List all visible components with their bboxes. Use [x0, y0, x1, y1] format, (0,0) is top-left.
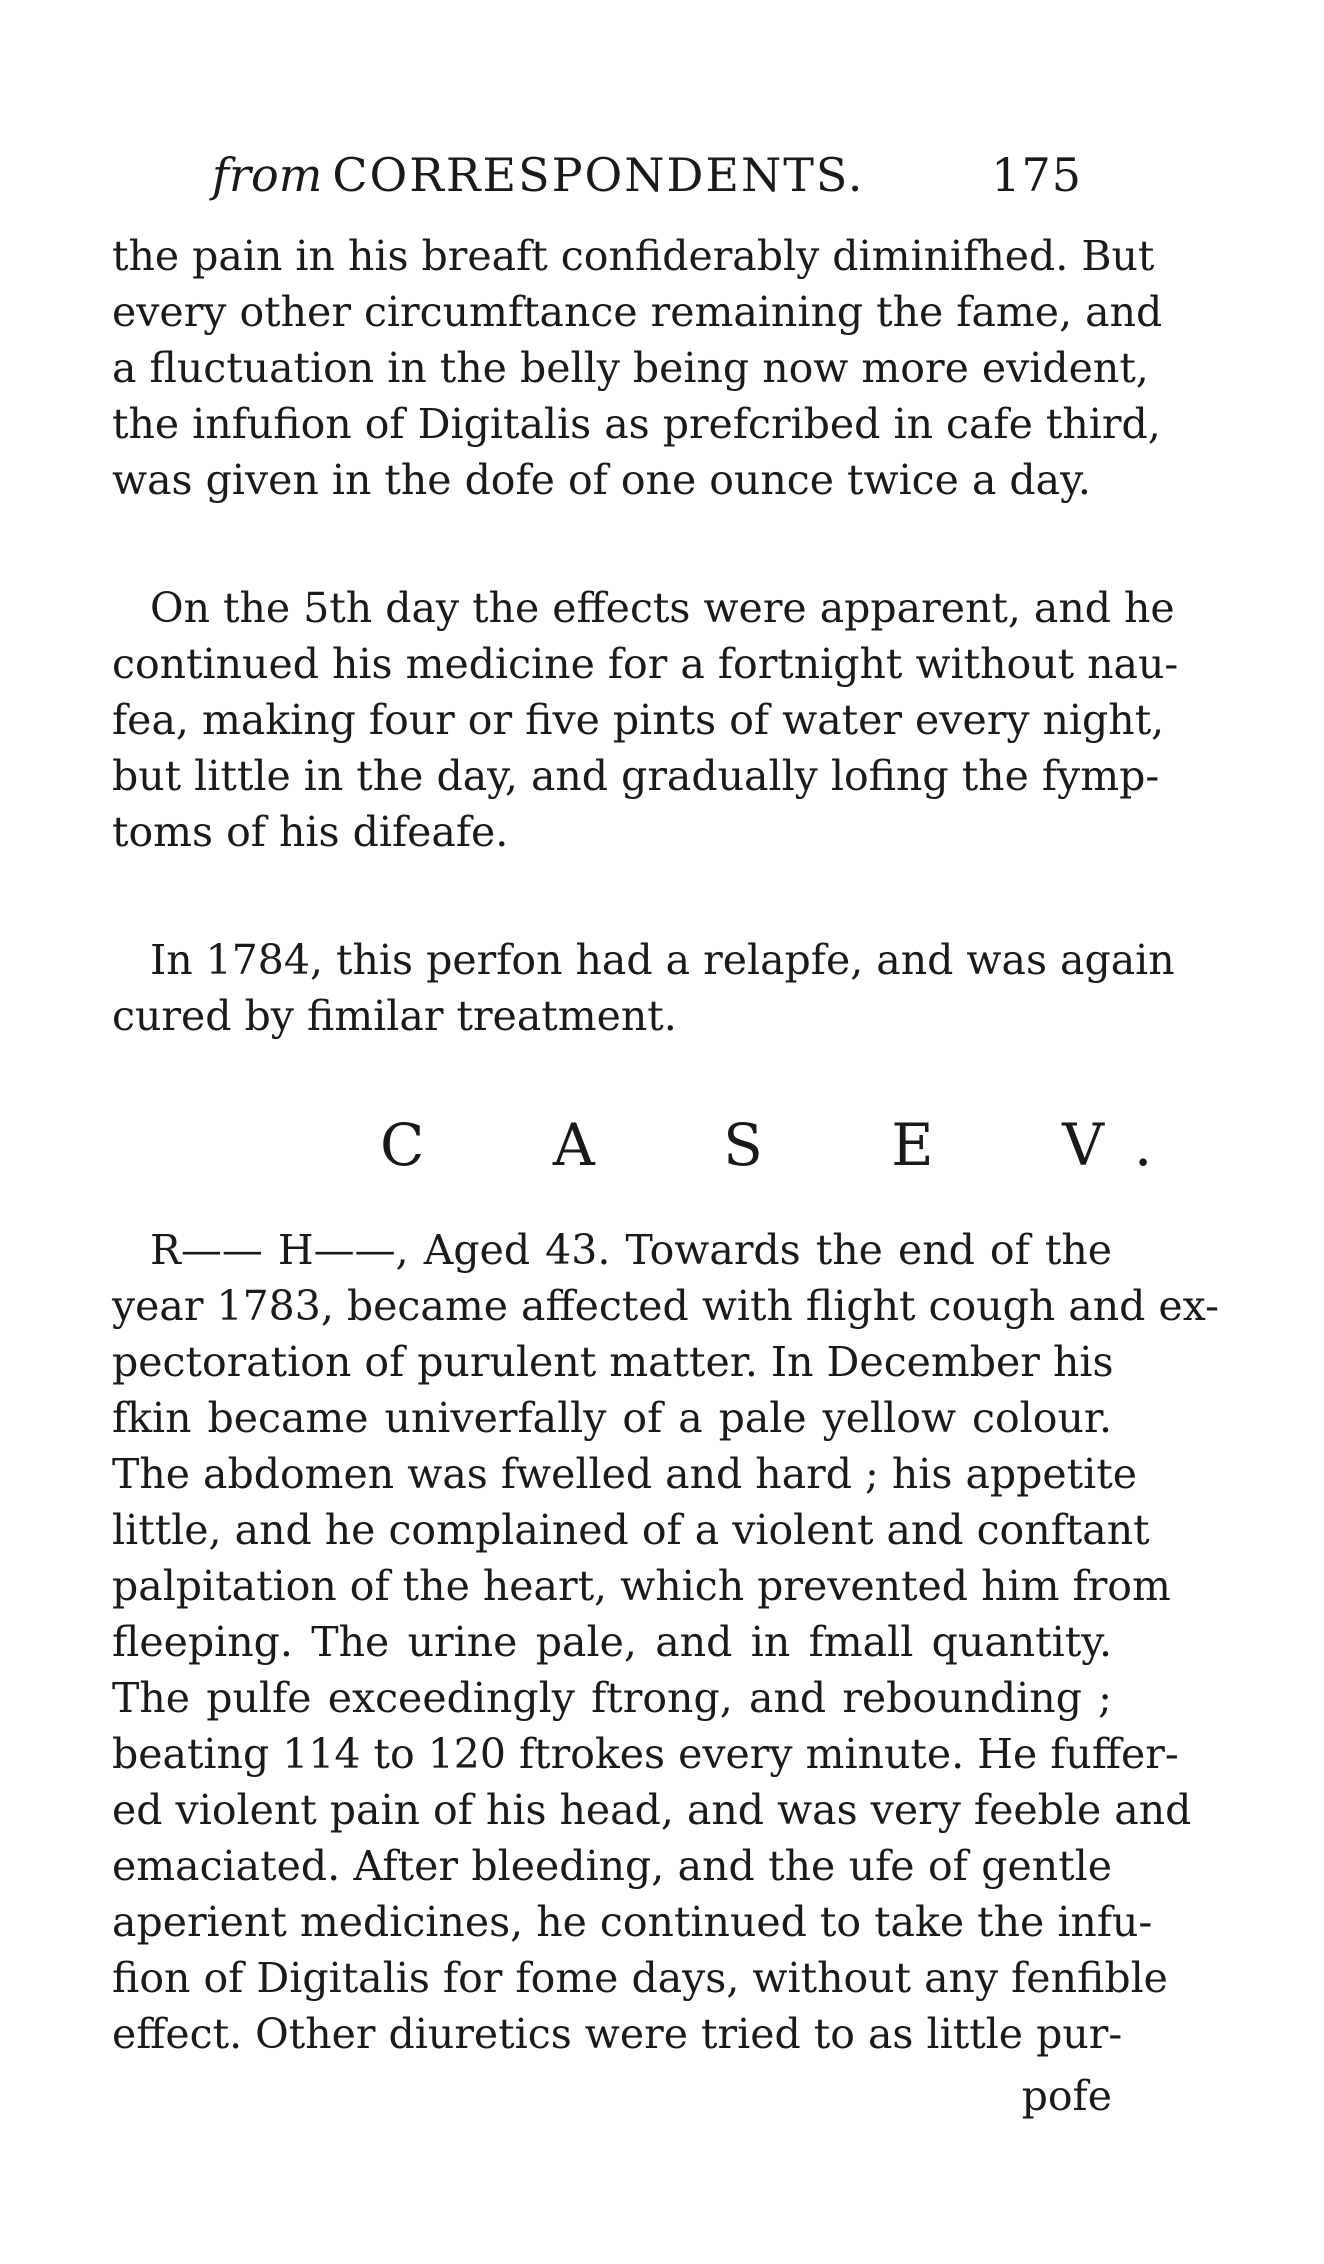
text-line: was given in the dofe of one ounce twice a day.	[112, 456, 1091, 504]
text-line: effect. Other diuretics were tried to as little pur-	[112, 2010, 1123, 2058]
case-heading: C A S E V.	[380, 1111, 1193, 1179]
text-line: fea, making four or five pints of water every night,	[112, 696, 1165, 744]
text-line: aperient medicines, he continued to take the infu-	[112, 1898, 1153, 1946]
text-line: a fluctuation in the belly being now more evident,	[112, 344, 1149, 392]
text-line: In 1784, this perfon had a relapfe, and was again	[150, 936, 1175, 984]
text-line: The abdomen was fwelled and hard ; his appetite	[112, 1450, 1137, 1498]
text-line: The pulfe exceedingly ftrong, and rebounding ;	[112, 1674, 1112, 1722]
text-line: continued his medicine for a fortnight without nau-	[112, 640, 1179, 688]
catchword: pofe	[1021, 2072, 1112, 2120]
text-line: ed violent pain of his head, and was very feeble and	[112, 1786, 1192, 1834]
text-line: palpitation of the heart, which prevented him from	[112, 1562, 1171, 1610]
text-line: pectoration of purulent matter. In December his	[112, 1338, 1114, 1386]
text-line: little, and he complained of a violent and conftant	[112, 1506, 1150, 1554]
text-line: cured by fimilar treatment.	[112, 992, 677, 1040]
text-line: fleeping. The urine pale, and in fmall quantity.	[112, 1618, 1112, 1666]
text-line: every other circumftance remaining the fame, and	[112, 288, 1163, 336]
text-line: but little in the day, and gradually lofing the fymp-	[112, 752, 1160, 800]
running-head	[212, 148, 1082, 208]
text-line: toms of his difeafe.	[112, 808, 509, 856]
running-head-title: CORRESPONDENTS.	[332, 148, 865, 202]
text-line: emaciated. After bleeding, and the ufe of gentle	[112, 1842, 1112, 1890]
text-line: the infufion of Digitalis as prefcribed in cafe third,	[112, 400, 1161, 448]
text-line: the pain in his breaft confiderably diminifhed. But	[112, 232, 1155, 280]
page-number: 175	[991, 148, 1082, 202]
text-line: fkin became univerfally of a pale yellow colour.	[112, 1394, 1112, 1442]
running-head-italic: from	[212, 148, 323, 202]
text-line: beating 114 to 120 ftrokes every minute. He fuffer-	[112, 1730, 1179, 1778]
text-line: R—— H——, Aged 43. Towards the end of the	[150, 1226, 1112, 1274]
text-line: year 1783, became affected with flight cough and ex-	[112, 1282, 1219, 1330]
text-line: On the 5th day the effects were apparent, and he	[150, 584, 1175, 632]
text-line: fion of Digitalis for fome days, without any fenfible	[112, 1954, 1168, 2002]
